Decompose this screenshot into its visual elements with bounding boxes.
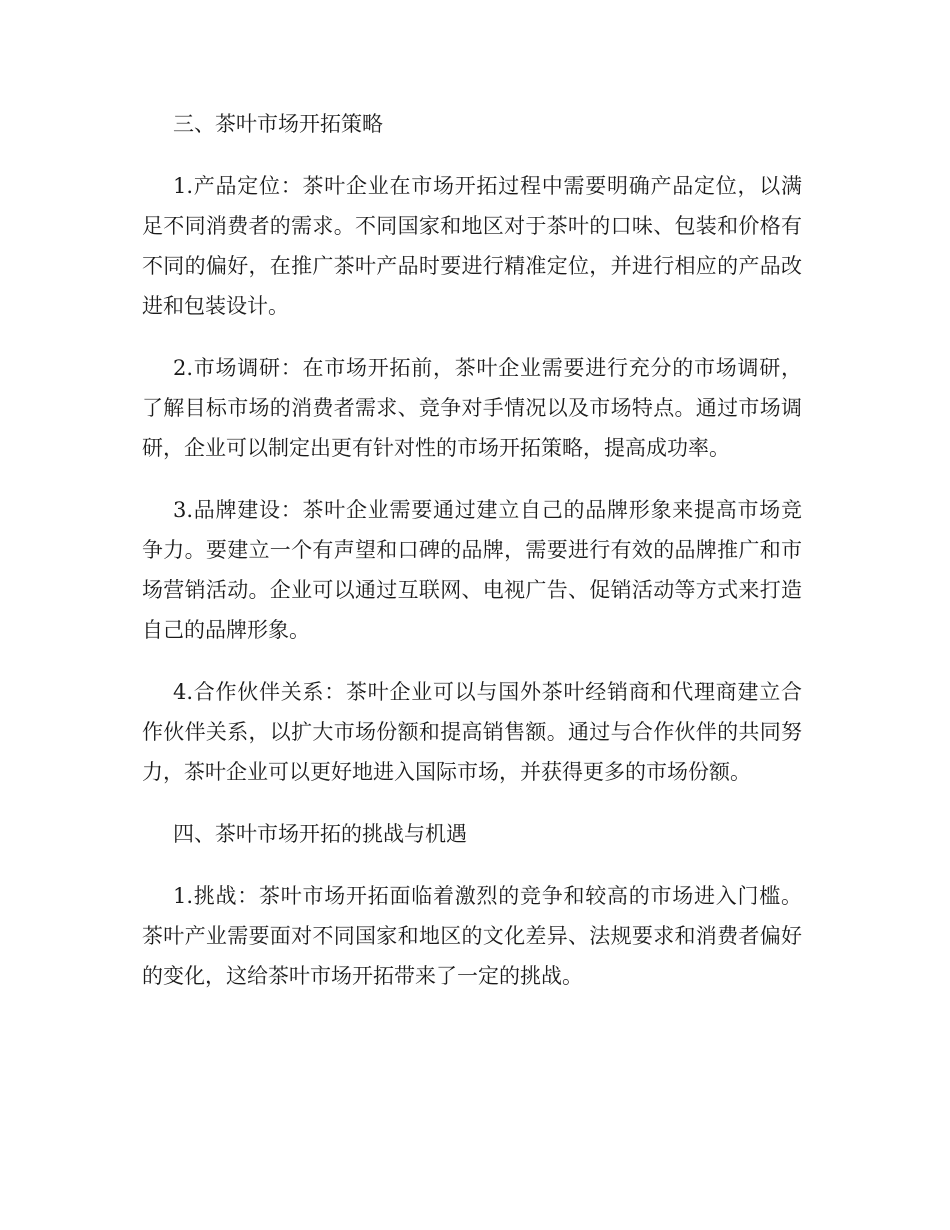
paragraph-product-positioning: 1.产品定位：茶叶企业在市场开拓过程中需要明确产品定位，以满足不同消费者的需求。不同国家和地区对于茶叶的口味、包装和价格有不同的偏好，在推广茶叶产品时要进行精准定位，并进行相应的产品改进和包装设计。 <box>142 174 802 318</box>
document-body <box>142 104 802 1018</box>
paragraph-challenge: 1.挑战：茶叶市场开拓面临着激烈的竞争和较高的市场进入门槛。茶叶产业需要面对不同国家和地区的文化差异、法规要求和消费者偏好的变化，这给茶叶市场开拓带来了一定的挑战。 <box>142 884 802 988</box>
section-heading-4: 四、茶叶市场开拓的挑战与机遇 <box>173 822 467 846</box>
paragraph-market-research: 2.市场调研：在市场开拓前，茶叶企业需要进行充分的市场调研，了解目标市场的消费者需求、竞争对手情况以及市场特点。通过市场调研，企业可以制定出更有针对性的市场开拓策略，提高成功率。 <box>142 356 802 460</box>
paragraph-brand-building: 3.品牌建设：茶叶企业需要通过建立自己的品牌形象来提高市场竞争力。要建立一个有声望和口碑的品牌，需要进行有效的品牌推广和市场营销活动。企业可以通过互联网、电视广告、促销活动等方式来打造自己的品牌形象。 <box>142 498 802 642</box>
paragraph-partnership: 4.合作伙伴关系：茶叶企业可以与国外茶叶经销商和代理商建立合作伙伴关系，以扩大市场份额和提高销售额。通过与合作伙伴的共同努力，茶叶企业可以更好地进入国际市场，并获得更多的市场份额。 <box>142 680 802 784</box>
section-heading-3: 三、茶叶市场开拓策略 <box>173 112 383 136</box>
